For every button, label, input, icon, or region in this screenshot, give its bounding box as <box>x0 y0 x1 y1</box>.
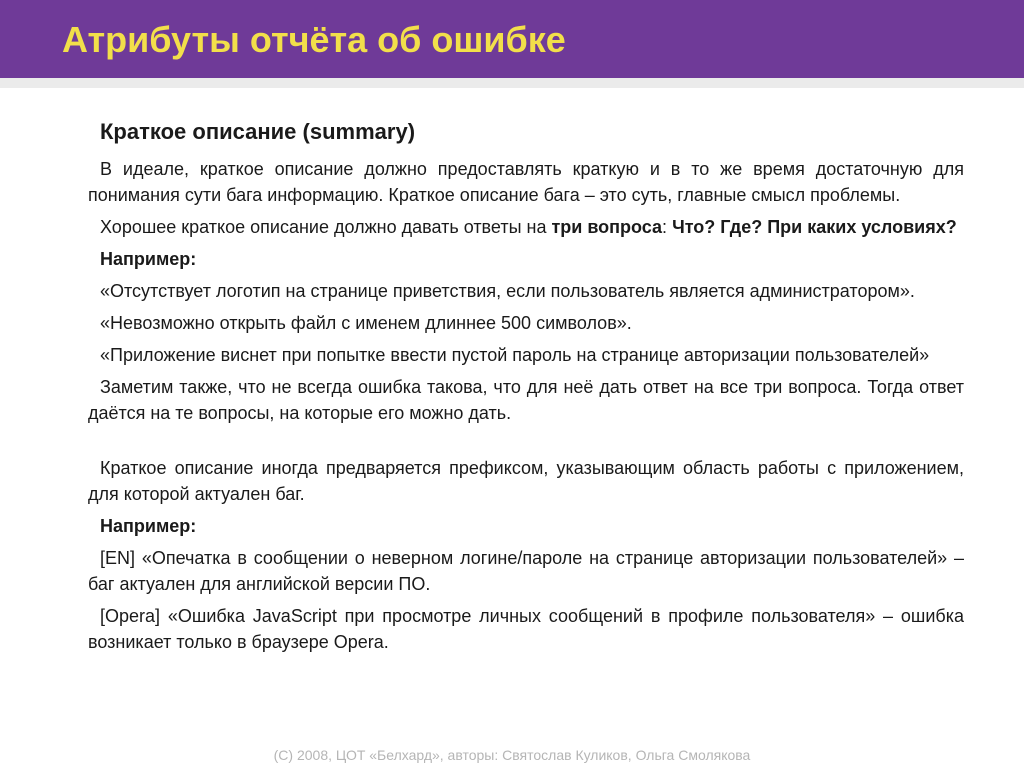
paragraph-three-questions <box>88 214 964 240</box>
example-en-prefix: [EN] «Опечатка в сообщении о неверном логине/пароле на странице авторизации пользователей» – баг актуален для английской версии ПО. <box>88 548 964 594</box>
example-label-second: Например: <box>100 516 197 536</box>
slide-content <box>88 116 964 655</box>
paragraph-prefix: Краткое описание иногда предваряется префиксом, указывающим область работы с приложением, для которой актуален баг. <box>88 458 964 504</box>
three-questions-emphasis: три вопроса <box>551 217 663 237</box>
slide-title: Атрибуты отчёта об ошибке <box>62 19 566 60</box>
example-label: Например: <box>100 249 197 269</box>
example-empty-password: «Приложение виснет при попытке ввести пустой пароль на странице авторизации пользователей» <box>100 345 930 365</box>
section-heading: Краткое описание (summary) <box>100 119 416 144</box>
title-bar <box>0 0 1024 88</box>
example-opera-prefix: [Opera] «Ошибка JavaScript при просмотре личных сообщений в профиле пользователя» – ошибка возникает только в браузере Opera. <box>88 606 964 652</box>
example-file-name: «Невозможно открыть файл с именем длиннее 500 символов». <box>100 313 632 333</box>
example-logo: «Отсутствует логотип на странице приветствия, если пользователь является администратором». <box>100 281 915 301</box>
paragraph-summary-definition: В идеале, краткое описание должно предоставлять краткую и в то же время достаточную для понимания сути бага информацию. Краткое описание бага – это суть, главные смысл проблемы. <box>88 159 964 205</box>
paragraph-partial-answers: Заметим также, что не всегда ошибка такова, что для неё дать ответ на все три вопроса. Тогда ответ даётся на те вопросы, на которые его можно дать. <box>88 377 964 423</box>
paragraph-three-questions-colon: : <box>662 217 673 237</box>
paragraph-three-questions-lead: Хорошее краткое описание должно давать ответы на <box>100 217 552 237</box>
copyright-footer: (C) 2008, ЦОТ «Белхард», авторы: Святослав Куликов, Ольга Смолякова <box>273 747 751 763</box>
questions-list-emphasis: Что? Где? При каких условиях? <box>672 217 957 237</box>
